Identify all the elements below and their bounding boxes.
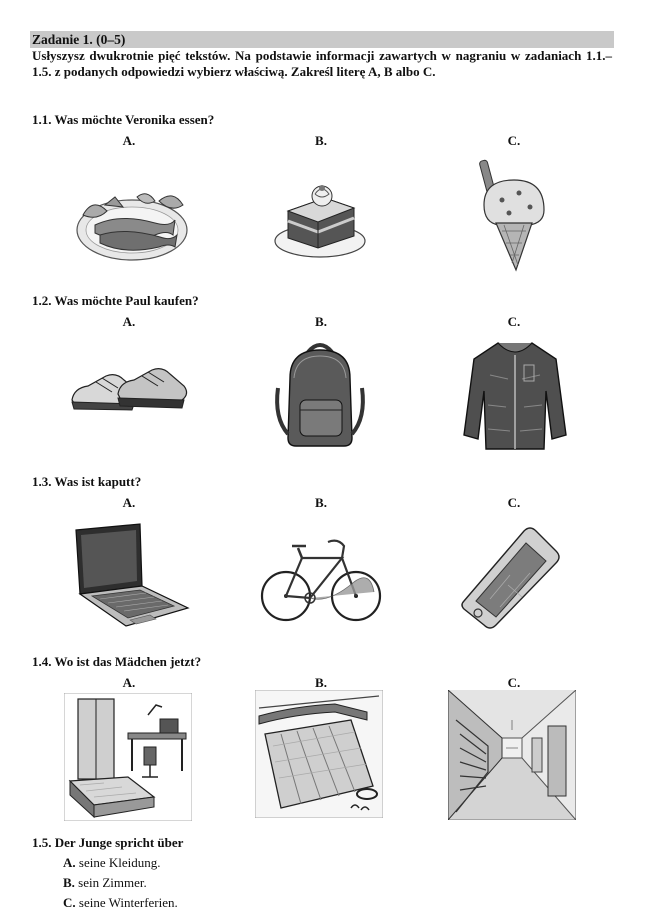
question-text: Der Junge spricht über — [54, 835, 184, 850]
question-text: Wo ist das Mädchen jetzt? — [54, 654, 202, 669]
smartphone-icon — [460, 525, 560, 630]
question-number: 1.4. — [32, 654, 52, 669]
question-text: Was möchte Paul kaufen? — [54, 293, 199, 308]
option-letter-c[interactable]: C. — [507, 495, 521, 510]
option-letter-b[interactable]: B. — [315, 495, 327, 510]
question-1-3 — [32, 474, 141, 490]
answer-letter: B. — [63, 875, 75, 890]
option-letter-b[interactable]: B. — [315, 133, 327, 148]
sneakers-icon — [68, 360, 193, 420]
option-letter-c[interactable]: C. — [507, 675, 521, 690]
answer-text: seine Winterferien. — [78, 895, 178, 910]
jacket-icon — [460, 335, 570, 455]
answer-letter: A. — [63, 855, 76, 870]
option-letter-a[interactable]: A. — [122, 314, 136, 329]
task-instructions: Usłyszysz dwukrotnie pięć tekstów. Na podstawie informacji zawartych w nagraniu w zadaniach 1.1.–1.5. z podanych odpowiedzi wybierz właściwą. Zakreśl literę A, B albo C. — [32, 48, 612, 79]
answer-text: seine Kleidung. — [78, 855, 161, 870]
answer-letter: C. — [63, 895, 76, 910]
cake-icon — [270, 166, 370, 261]
question-1-5 — [32, 835, 183, 851]
option-letter-a[interactable]: A. — [122, 133, 136, 148]
question-text: Was ist kaputt? — [54, 474, 142, 489]
fish-plate-icon — [75, 175, 190, 265]
question-number: 1.3. — [32, 474, 52, 489]
question-number: 1.2. — [32, 293, 52, 308]
ice-cream-icon — [474, 155, 554, 275]
answer-option-c[interactable] — [63, 895, 178, 911]
answer-text: sein Zimmer. — [78, 875, 147, 890]
question-1-2 — [32, 293, 199, 309]
option-letter-b[interactable]: B. — [315, 314, 327, 329]
answer-option-b[interactable] — [63, 875, 147, 891]
option-letter-a[interactable]: A. — [122, 675, 136, 690]
task-title: Zadanie 1. (0–5) — [32, 32, 126, 47]
bicycle-icon — [258, 520, 383, 628]
swimming-pool-icon — [255, 690, 383, 818]
school-corridor-icon — [448, 690, 576, 820]
question-number: 1.1. — [32, 112, 52, 127]
option-letter-a[interactable]: A. — [122, 495, 136, 510]
question-1-4 — [32, 654, 201, 670]
bedroom-icon — [64, 693, 192, 821]
question-1-1 — [32, 112, 214, 128]
answer-option-a[interactable] — [63, 855, 160, 871]
task-header — [30, 31, 614, 48]
option-letter-c[interactable]: C. — [507, 314, 521, 329]
option-letter-c[interactable]: C. — [507, 133, 521, 148]
backpack-icon — [270, 338, 370, 450]
option-letter-b[interactable]: B. — [315, 675, 327, 690]
laptop-icon — [70, 520, 192, 630]
question-text: Was möchte Veronika essen? — [54, 112, 215, 127]
question-number: 1.5. — [32, 835, 52, 850]
